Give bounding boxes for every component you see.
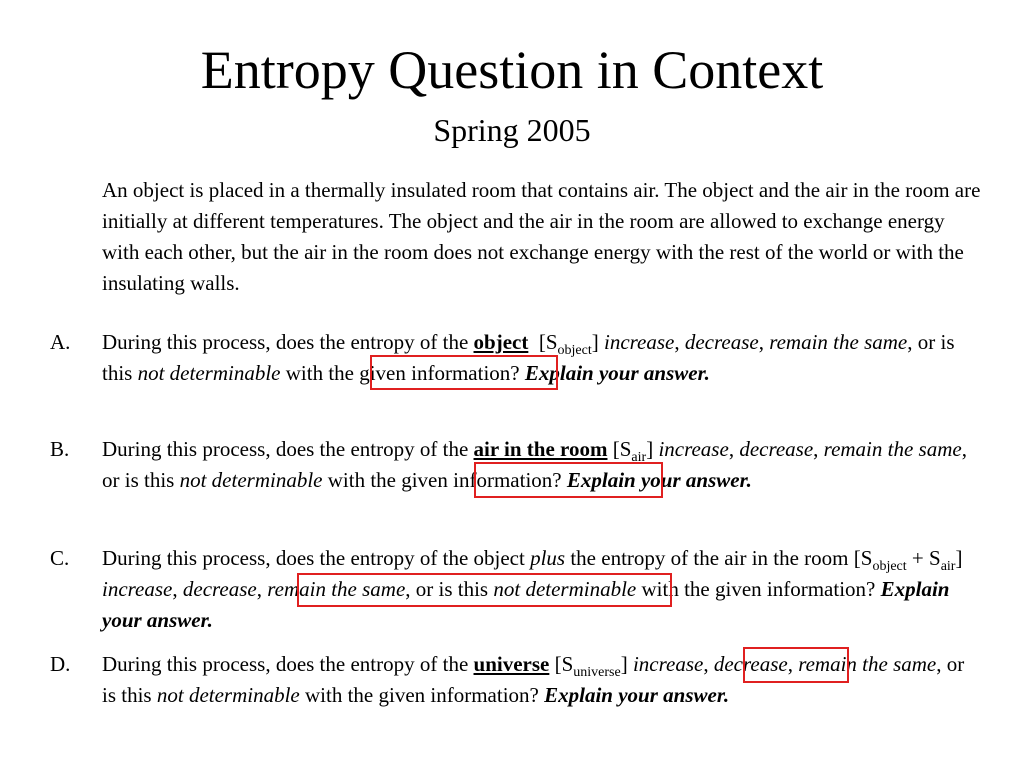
entropy-subscript: air (940, 559, 956, 575)
option-not-determinable: not determinable (493, 577, 637, 601)
option-decrease: decrease (684, 330, 759, 354)
explain-prompt: Explain your answer. (102, 577, 950, 632)
subject-term: air in the room (473, 437, 608, 461)
connector-text: , or is this (102, 437, 967, 492)
subject-term: object (473, 330, 529, 354)
stem-text: During this process, does the entropy of the (102, 437, 474, 461)
explain-prompt: Explain your answer. (544, 683, 730, 707)
entropy-subscript: object (557, 343, 592, 359)
option-not-determinable: not determinable (156, 683, 300, 707)
connector-text: with the given information? (280, 361, 525, 385)
question-letter: C. (50, 546, 70, 570)
stem-text: During this process, does the entropy of the (102, 330, 474, 354)
entropy-symbol: S (545, 330, 558, 354)
connector-text: , or is this (405, 577, 494, 601)
intro-paragraph: An object is placed in a thermally insulated room that contains air. The object and the air in the room are initially at different temperatures. The object and the air in the room are allowed to exchange energy with each other, but the air in the room does not exchange energy with the rest of the world or with the insulating walls. (102, 178, 981, 295)
subject-term: universe (473, 652, 550, 676)
explain-prompt: Explain your answer. (566, 468, 752, 492)
option-remain: remain the same (267, 577, 406, 601)
explain-prompt: Explain your answer. (524, 361, 710, 385)
entropy-subscript: air (631, 450, 647, 466)
option-increase: increase (102, 577, 173, 601)
option-increase: increase (632, 652, 704, 676)
question-text: During this process, does the entropy of the universe $[S_{universe}]$ increase, decrease, remain the same, or is this not determinable with the given information? Explain your answer. (102, 652, 965, 707)
option-remain: remain the same (798, 652, 937, 676)
option-increase: increase (658, 437, 729, 461)
highlight-box-d (743, 647, 849, 683)
highlight-box-b (474, 462, 663, 498)
entropy-symbol: S (619, 437, 632, 461)
question-letter: B. (50, 437, 70, 461)
entropy-symbol: S (929, 546, 941, 570)
connector-text: , or is this (102, 330, 955, 385)
stem-text: During this process, does the entropy of the object (102, 546, 531, 570)
option-not-determinable: not determinable (137, 361, 281, 385)
connector-text: , or is this (102, 652, 965, 707)
option-decrease: decrease (713, 652, 788, 676)
connector-text: with the given information? (322, 468, 567, 492)
page-title: Entropy Question in Context (200, 40, 824, 100)
entropy-subscript: universe (573, 665, 621, 681)
question-text: During this process, does the entropy of the object $[S_{object}]$ increase, decrease, remain the same, or is this not determinable with the given information? Explain your answer. (102, 330, 955, 385)
page-subtitle: Spring 2005 (433, 112, 591, 148)
entropy-symbol: S (860, 546, 873, 570)
highlight-box-a (370, 355, 558, 390)
question-text: During this process, does the entropy of the air in the room $[S_{air}]$ increase, decrease, remain the same, or is this not determinable with the given information? Explain your answer. (102, 437, 967, 492)
option-remain: remain the same (823, 437, 962, 461)
question-letter: A. (50, 330, 71, 354)
option-decrease: decrease (182, 577, 257, 601)
option-decrease: decrease (739, 437, 814, 461)
connector-text: with the given information? (299, 683, 545, 707)
option-remain: remain the same (769, 330, 908, 354)
stem-text: the entropy of the air in the room [ (565, 546, 861, 570)
option-increase: increase (603, 330, 675, 354)
plus-operator: + (906, 546, 930, 570)
stem-text: During this process, does the entropy of the (102, 652, 474, 676)
entropy-symbol: S (561, 652, 574, 676)
connector-text: with the given information? (636, 577, 881, 601)
question-text: During this process, does the entropy of the object plus the entropy of the air in the room $[S_{object} + S_{air}]$ increase, decrease, remain the same, or is this not determinable with the given information? Explain your answer. (102, 546, 963, 632)
plus-term: plus (530, 546, 566, 570)
entropy-subscript: object (872, 559, 907, 575)
question-letter: D. (50, 652, 71, 676)
highlight-box-c (297, 573, 672, 607)
option-not-determinable: not determinable (179, 468, 323, 492)
